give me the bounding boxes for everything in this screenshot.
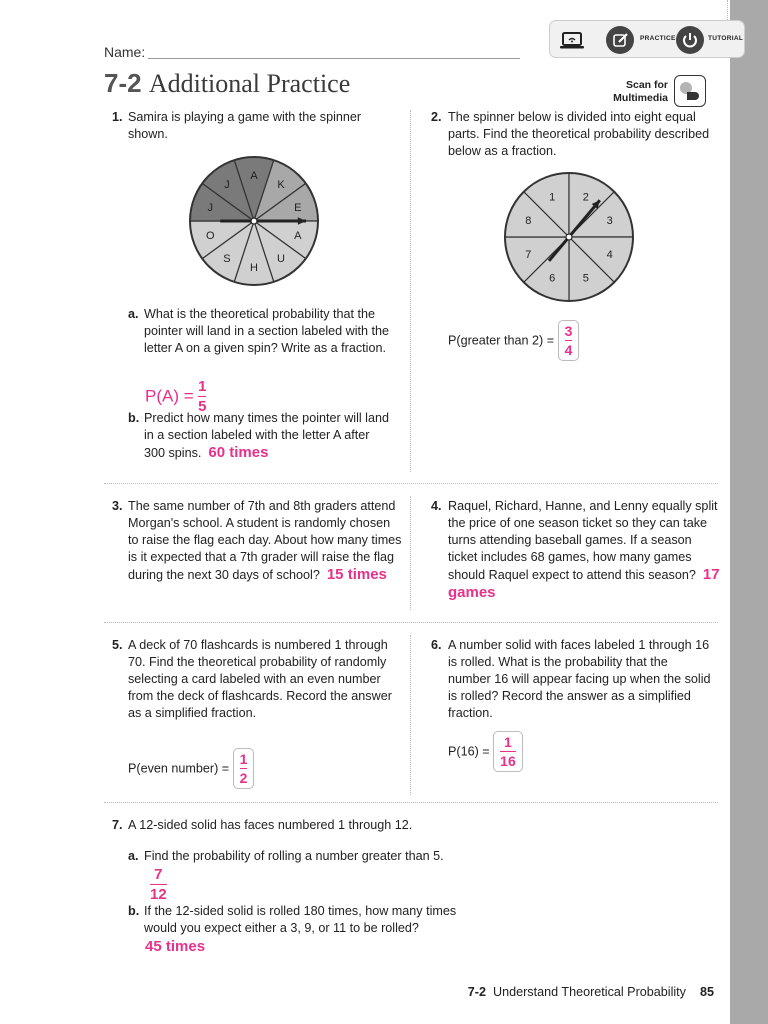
q5-text: A deck of 70 flashcards is numbered 1 through 70. Find the theoretical probability of randomly selecting a card labeled with an even number from the deck of flashcards. Record the answer as a simplified fraction. xyxy=(128,638,392,720)
q5-number: 5. xyxy=(112,638,123,652)
q2-text: The spinner below is divided into eight equal parts. Find the theoretical probability described below as a fraction. xyxy=(448,110,710,158)
q1a-num: 1 xyxy=(198,378,207,395)
q5-answer xyxy=(128,748,254,789)
name-field[interactable] xyxy=(148,58,520,59)
column-divider-2 xyxy=(410,496,411,610)
spinner1-hub xyxy=(251,218,257,224)
page-title xyxy=(104,68,350,99)
question-5 xyxy=(112,637,404,722)
q5-answer-box xyxy=(233,748,255,789)
q1-text: Samira is playing a game with the spinner shown. xyxy=(128,110,362,141)
spinner2-label: 6 xyxy=(549,272,556,285)
q1-part-a xyxy=(128,306,398,357)
q5-num: 1 xyxy=(239,751,248,767)
q4-text: Raquel, Richard, Hanne, and Lenny equally split the price of one season ticket so they can take turns attending baseball games. If a season ticket includes 68 games, how many games should Raquel expect to attend this season? xyxy=(448,499,718,582)
q7a-fraction xyxy=(150,866,167,903)
q2-answer-prefix: P(greater than 2) = xyxy=(448,333,555,348)
question-6 xyxy=(431,637,723,722)
scan-line-1: Scan for xyxy=(625,79,668,91)
page-edge-band xyxy=(730,0,768,1024)
scan-text xyxy=(600,79,668,105)
column-divider-1 xyxy=(410,110,411,472)
pencil-icon[interactable] xyxy=(606,26,634,54)
q3-number: 3. xyxy=(112,499,123,513)
spinner2-label: 2 xyxy=(582,191,589,204)
power-icon[interactable] xyxy=(676,26,704,54)
q2-den: 4 xyxy=(564,342,573,358)
spinner2-label: 3 xyxy=(606,215,613,228)
footer-page-number: 85 xyxy=(699,985,714,999)
q6-den: 16 xyxy=(500,753,516,769)
practice-label[interactable]: PRACTICE xyxy=(640,35,676,42)
spinner1-label: J xyxy=(224,178,230,191)
q7a-den: 12 xyxy=(150,886,167,903)
q1-part-b xyxy=(128,410,398,462)
q6-text: A number solid with faces labeled 1 through 16 is rolled. What is the probability that the number 16 will appear facing up when the solid is rolled? Record the answer as a simplified fraction. xyxy=(448,638,711,720)
q6-answer-prefix: P(16) = xyxy=(448,744,490,759)
q2-answer xyxy=(448,320,579,361)
q1b-label: b. xyxy=(128,411,140,425)
spinner1-label: H xyxy=(250,262,258,274)
q3-answer: 15 times xyxy=(326,566,387,583)
q3-text: The same number of 7th and 8th graders attend Morgan's school. A student is randomly chosen to raise the flag each day. About how many times is it expected that a 7th grader will raise the flag during the next 30 days of school? xyxy=(128,499,402,582)
multimedia-icon[interactable] xyxy=(674,75,706,107)
q1b-text: Predict how many times the pointer will land in a section labeled with the letter A after 300 spins. xyxy=(144,411,389,460)
q7b-text: If the 12-sided solid is rolled 180 times, how many times would you expect either a 3, 9, or 11 to be rolled? xyxy=(144,904,457,935)
question-4 xyxy=(431,498,723,602)
tutorial-label[interactable]: TUTORIAL xyxy=(708,35,744,42)
spinner1-label: A xyxy=(250,170,258,182)
row-divider-3 xyxy=(104,802,718,803)
q1a-answer-prefix: P(A) = xyxy=(145,386,194,406)
spinner1-label: A xyxy=(294,230,302,243)
row-divider-1 xyxy=(104,483,718,484)
page-footer xyxy=(468,985,714,999)
name-label: Name: xyxy=(104,44,146,60)
q7-part-b xyxy=(128,903,508,937)
q4-number: 4. xyxy=(431,499,442,513)
q7a-answer xyxy=(150,866,167,903)
q7-text: A 12-sided solid has faces numbered 1 through 12. xyxy=(128,818,413,832)
title-text: Additional Practice xyxy=(148,69,351,98)
spinner2-label: 7 xyxy=(525,248,532,261)
q7a-label: a. xyxy=(128,849,139,863)
column-divider-3 xyxy=(410,635,411,795)
q7a-num: 7 xyxy=(154,866,163,883)
spinner1-label: K xyxy=(277,178,285,191)
laptop-icon[interactable] xyxy=(558,26,586,54)
q6-answer xyxy=(448,731,523,772)
q7b-answer-text: 45 times xyxy=(145,938,206,955)
scan-line-2: Multimedia xyxy=(613,92,668,104)
spinner1-label: E xyxy=(294,201,302,214)
spinner1-label: S xyxy=(223,253,231,266)
spinner2-label: 8 xyxy=(525,215,532,228)
q6-answer-box xyxy=(493,731,523,772)
q7-part-a xyxy=(128,848,628,865)
q1a-label: a. xyxy=(128,307,139,321)
q7b-answer xyxy=(145,938,205,956)
q7a-text: Find the probability of rolling a number greater than 5. xyxy=(144,849,444,863)
row-divider-2 xyxy=(104,622,718,623)
question-7 xyxy=(112,817,672,834)
q6-number: 6. xyxy=(431,638,442,652)
q2-num: 3 xyxy=(564,323,573,339)
footer-lesson-title: Understand Theoretical Probability xyxy=(493,985,686,999)
q1a-text: What is the theoretical probability that the pointer will land in a section labeled with the letter A on a given spin? Write as a fraction. xyxy=(144,307,390,355)
media-toolbar xyxy=(549,20,745,58)
spinner1-label: U xyxy=(277,253,286,266)
spinner-numbers xyxy=(503,171,635,303)
spinner2-label: 1 xyxy=(549,191,556,204)
q5-answer-prefix: P(even number) = xyxy=(128,761,230,776)
spinner2-label: 4 xyxy=(606,248,613,261)
top-divider xyxy=(727,0,728,20)
q7b-label: b. xyxy=(128,904,140,918)
spinner-letters xyxy=(188,155,320,287)
q1-number: 1. xyxy=(112,110,123,124)
q4-answer: 17 games xyxy=(448,566,720,601)
q7-number: 7. xyxy=(112,818,123,832)
spinner1-label: J xyxy=(207,201,214,214)
footer-lesson-number: 7-2 xyxy=(467,985,486,999)
question-2 xyxy=(431,109,721,160)
spinner1-label: O xyxy=(205,230,215,243)
spinner2-hub xyxy=(566,234,572,240)
question-1 xyxy=(112,109,402,143)
q5-den: 2 xyxy=(239,770,248,786)
q1b-answer: 60 times xyxy=(208,444,269,461)
q6-num: 1 xyxy=(504,734,512,750)
q1a-den: 5 xyxy=(198,398,207,415)
lesson-number: 7-2 xyxy=(104,68,142,98)
q2-number: 2. xyxy=(431,110,442,124)
question-3 xyxy=(112,498,404,584)
spinner2-label: 5 xyxy=(582,272,589,285)
q2-answer-box xyxy=(558,320,580,361)
